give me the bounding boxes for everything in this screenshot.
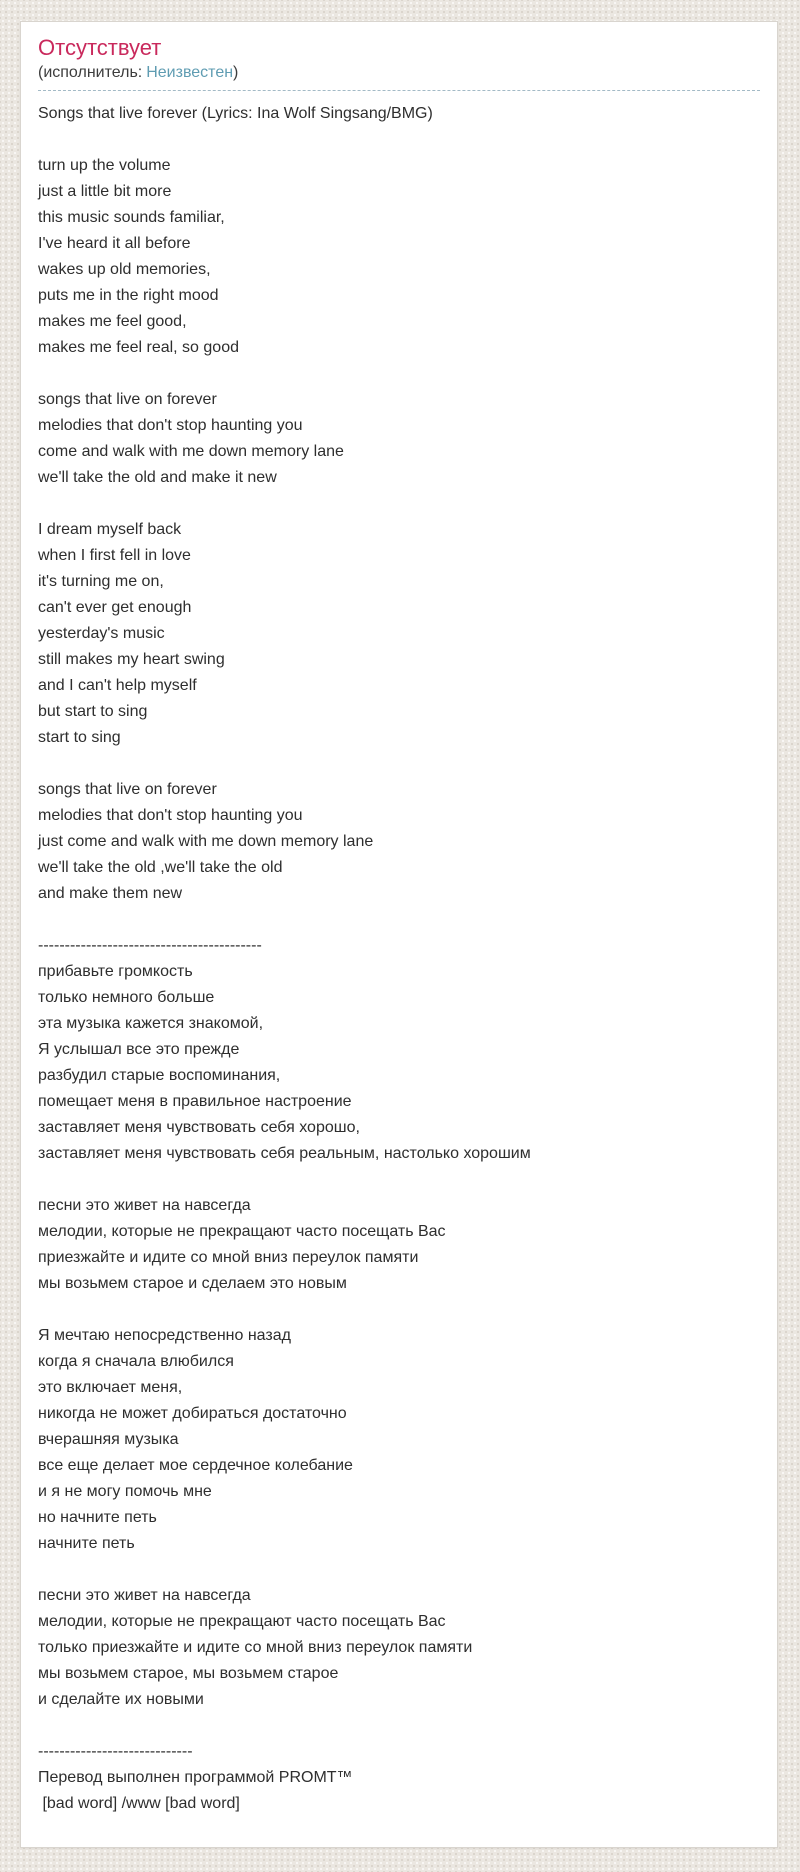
artist-prefix: (исполнитель: xyxy=(38,64,143,81)
lyric-line: but start to sing xyxy=(38,703,148,720)
lyric-line: puts me in the right mood xyxy=(38,287,219,304)
lyric-line: Перевод выполнен программой PROMT™ xyxy=(38,1769,353,1786)
lyric-line xyxy=(38,127,760,153)
lyric-line: yesterday's music xyxy=(38,625,165,642)
lyric-line: разбудил старые воспоминания, xyxy=(38,1067,281,1084)
lyric-line: turn up the volume xyxy=(38,157,171,174)
lyric-line: start to sing xyxy=(38,729,121,746)
lyric-line: melodies that don't stop haunting you xyxy=(38,417,303,434)
lyric-line: мелодии, которые не прекращают часто посещать Вас xyxy=(38,1613,446,1630)
lyric-line: I dream myself back xyxy=(38,521,182,538)
lyric-line: помещает меня в правильное настроение xyxy=(38,1093,352,1110)
lyric-line: мы возьмем старое, мы возьмем старое xyxy=(38,1665,339,1682)
lyric-line: мы возьмем старое и сделаем это новым xyxy=(38,1275,347,1292)
lyric-line: songs that live on forever xyxy=(38,391,217,408)
lyric-line xyxy=(38,491,760,517)
lyric-line: when I first fell in love xyxy=(38,547,191,564)
lyric-line: [bad word] /www [bad word] xyxy=(38,1795,240,1812)
lyric-line: все еще делает мое сердечное колебание xyxy=(38,1457,353,1474)
lyric-line xyxy=(38,1713,760,1739)
lyric-line: приезжайте и идите со мной вниз переулок памяти xyxy=(38,1249,419,1266)
lyric-line: makes me feel real, so good xyxy=(38,339,239,356)
lyric-line: песни это живет на навсегда xyxy=(38,1587,251,1604)
lyric-line: Songs that live forever (Lyrics: Ina Wolf Singsang/BMG) xyxy=(38,105,433,122)
lyric-line: но начните петь xyxy=(38,1509,157,1526)
lyric-line: заставляет меня чувствовать себя хорошо, xyxy=(38,1119,360,1136)
lyric-line: и я не могу помочь мне xyxy=(38,1483,212,1500)
lyric-line xyxy=(38,751,760,777)
lyric-line: Я услышал все это прежде xyxy=(38,1041,240,1058)
lyric-line: никогда не может добираться достаточно xyxy=(38,1405,347,1422)
lyric-line: come and walk with me down memory lane xyxy=(38,443,344,460)
lyric-line: songs that live on forever xyxy=(38,781,217,798)
lyric-line: and make them new xyxy=(38,885,183,902)
lyric-line xyxy=(38,1167,760,1193)
lyric-line xyxy=(38,1297,760,1323)
artist-link[interactable]: Неизвестен xyxy=(146,64,234,81)
lyric-line: can't ever get enough xyxy=(38,599,192,616)
lyric-line: wakes up old memories, xyxy=(38,261,211,278)
artist-line xyxy=(38,62,760,91)
lyric-line: Я мечтаю непосредственно назад xyxy=(38,1327,291,1344)
lyric-line: эта музыка кажется знакомой, xyxy=(38,1015,264,1032)
lyric-line: melodies that don't stop haunting you xyxy=(38,807,303,824)
lyric-line xyxy=(38,907,760,933)
lyric-line: прибавьте громкость xyxy=(38,963,193,980)
lyric-line: just a little bit more xyxy=(38,183,172,200)
lyric-line xyxy=(38,1557,760,1583)
song-title: Отсутствует xyxy=(38,35,162,60)
lyric-line: it's turning me on, xyxy=(38,573,164,590)
lyric-line: ----------------------------- xyxy=(38,1743,193,1760)
lyric-line: this music sounds familiar, xyxy=(38,209,225,226)
lyric-line: заставляет меня чувствовать себя реальным, настолько хорошим xyxy=(38,1145,531,1162)
lyric-line: вчерашняя музыка xyxy=(38,1431,179,1448)
lyric-line: ------------------------------------------ xyxy=(38,937,262,954)
lyric-line: I've heard it all before xyxy=(38,235,191,252)
lyric-line: песни это живет на навсегда xyxy=(38,1197,251,1214)
lyric-line: это включает меня, xyxy=(38,1379,183,1396)
lyric-line: just come and walk with me down memory lane xyxy=(38,833,374,850)
lyric-line: начните петь xyxy=(38,1535,135,1552)
artist-suffix: ) xyxy=(233,64,239,81)
lyric-line: we'll take the old and make it new xyxy=(38,469,277,486)
lyric-line: только немного больше xyxy=(38,989,215,1006)
lyric-line: мелодии, которые не прекращают часто посещать Вас xyxy=(38,1223,446,1240)
lyrics-card xyxy=(20,21,778,1848)
lyric-line: and I can't help myself xyxy=(38,677,197,694)
lyric-line: we'll take the old ,we'll take the old xyxy=(38,859,283,876)
lyric-line: makes me feel good, xyxy=(38,313,187,330)
lyric-line: только приезжайте и идите со мной вниз переулок памяти xyxy=(38,1639,473,1656)
lyric-line xyxy=(38,361,760,387)
lyric-line: still makes my heart swing xyxy=(38,651,225,668)
lyric-line: когда я сначала влюбился xyxy=(38,1353,234,1370)
lyrics-text xyxy=(38,101,760,1817)
lyric-line: и сделайте их новыми xyxy=(38,1691,204,1708)
